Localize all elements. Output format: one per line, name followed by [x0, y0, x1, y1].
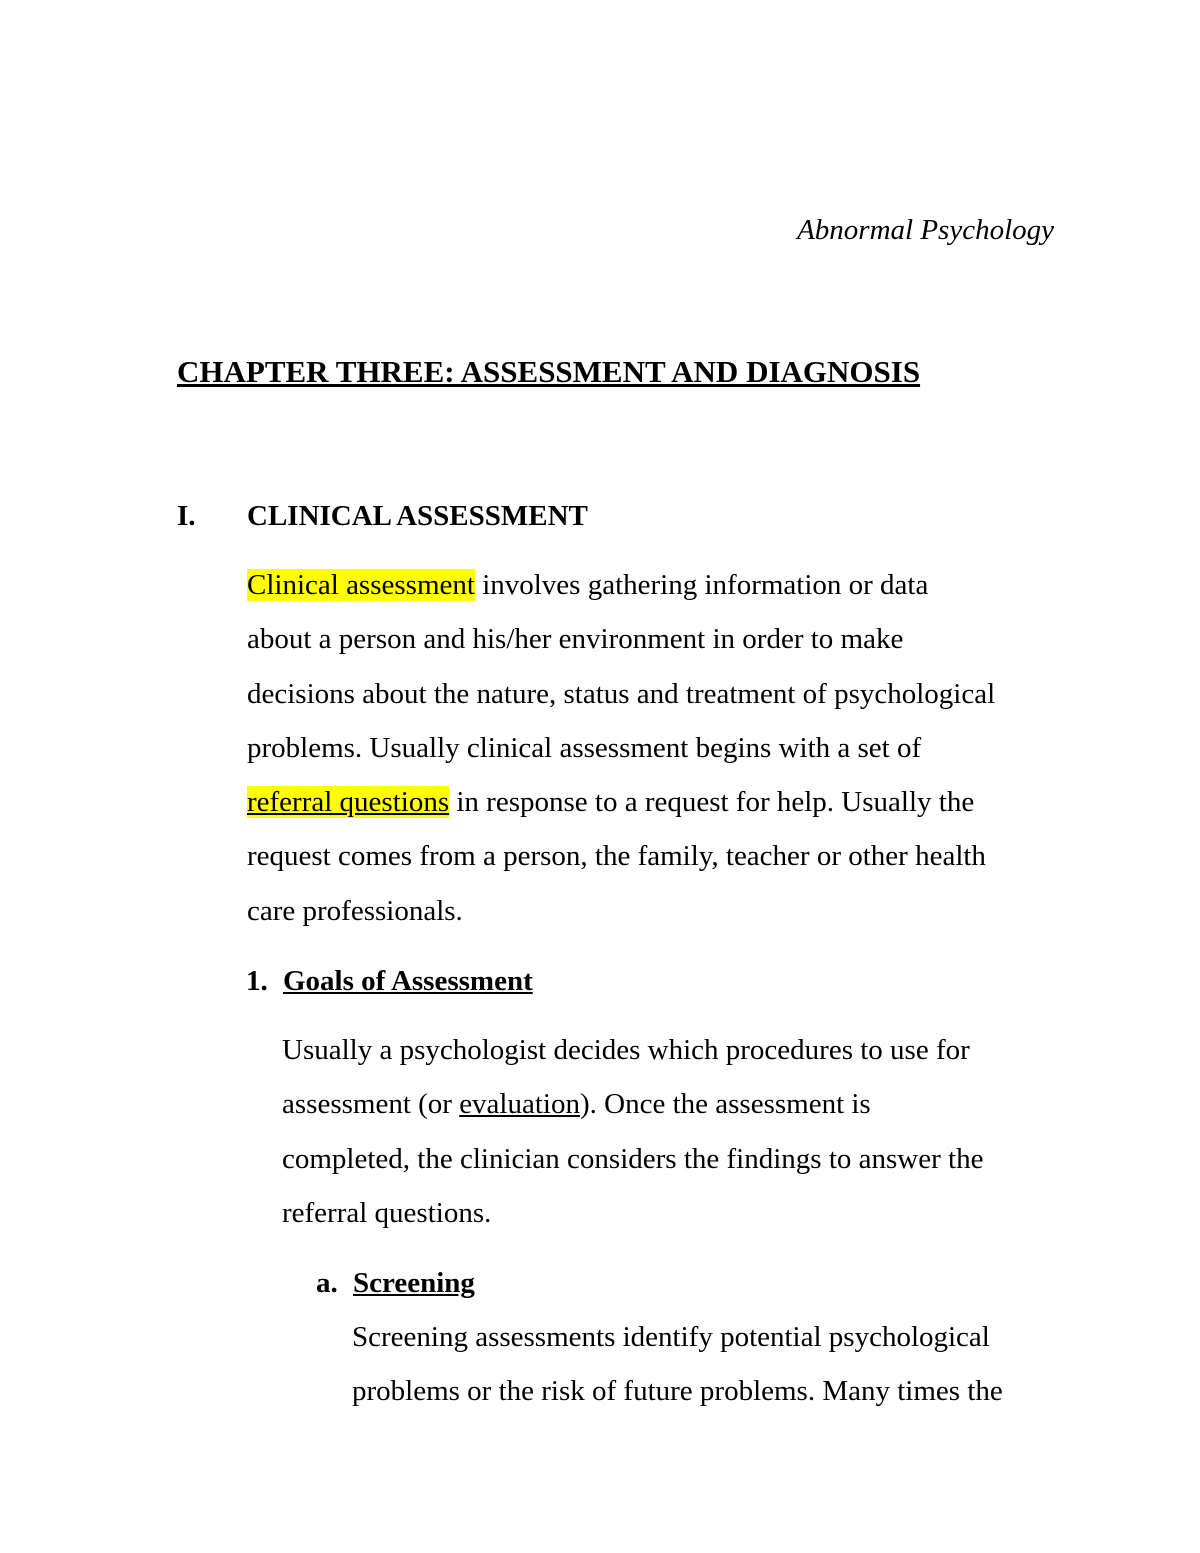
- intro-line-4: problems. Usually clinical assessment begins with a set of: [247, 731, 922, 764]
- screening-letter: a.: [316, 1267, 338, 1299]
- section-heading: [177, 497, 588, 535]
- screening-paragraph: [352, 1310, 1003, 1419]
- section-title: CLINICAL ASSESSMENT: [247, 500, 588, 532]
- goals-heading: [246, 961, 533, 1001]
- screening-line-2: problems or the risk of future problems. Many times the: [352, 1375, 1003, 1408]
- screening-line-1: Screening assessments identify potential psychological: [352, 1321, 990, 1353]
- goals-title: Goals of Assessment: [283, 965, 533, 997]
- running-header: Abnormal Psychology: [797, 214, 1054, 246]
- intro-line-7: care professionals.: [247, 894, 463, 927]
- goals-line-2-rest: ). Once the assessment is: [579, 1088, 871, 1121]
- goals-line-1: Usually a psychologist decides which procedures to use for: [282, 1034, 970, 1066]
- goals-line-2-start: assessment (or: [282, 1088, 460, 1121]
- intro-line-3: decisions about the nature, status and treatment of psychological: [247, 677, 996, 710]
- highlight-clinical-assessment: Clinical assessment: [247, 569, 475, 601]
- evaluation-term: evaluation: [459, 1088, 580, 1121]
- goals-line-2: [282, 1077, 983, 1131]
- intro-line-1-text: involves gathering information or data: [474, 569, 929, 601]
- goals-number: 1.: [246, 965, 268, 997]
- intro-line-1: [247, 558, 995, 612]
- intro-line-5-text: in response to a request for help. Usually the: [449, 786, 975, 819]
- intro-line-6: request comes from a person, the family, teacher or other health: [247, 840, 986, 873]
- intro-line-5: [247, 775, 995, 829]
- goals-line-4: referral questions.: [282, 1196, 492, 1229]
- section-number: I.: [177, 500, 196, 532]
- intro-paragraph: [247, 558, 995, 938]
- goals-line-3: completed, the clinician considers the findings to answer the: [282, 1142, 984, 1175]
- screening-heading: [316, 1263, 475, 1303]
- intro-line-2: about a person and his/her environment in order to make: [247, 623, 904, 656]
- screening-title: Screening: [353, 1267, 475, 1299]
- chapter-title: CHAPTER THREE: ASSESSMENT AND DIAGNOSIS: [177, 354, 921, 389]
- goals-paragraph: [282, 1023, 983, 1240]
- highlight-referral-questions: referral questions: [247, 786, 450, 819]
